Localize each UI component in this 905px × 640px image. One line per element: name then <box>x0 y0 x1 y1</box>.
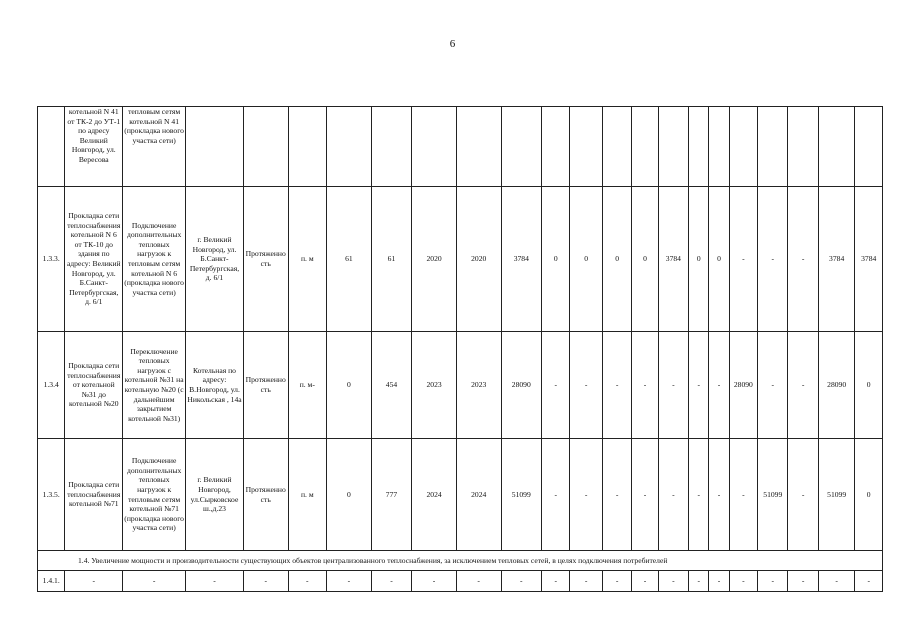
cell-value: 0 <box>709 187 729 332</box>
cell-location: Котельная по адресу: В.Новгород, ул. Никольская , 14а <box>186 332 244 439</box>
cell-value: - <box>689 332 709 439</box>
cell-value: - <box>570 332 602 439</box>
cell-dash: - <box>818 571 855 592</box>
cell-name: Прокладка сети теплоснабжения котельной N 6 от ТК-10 до здания по адресу: Великий Новгород, ул. Б.Санкт-Петербургская, д. 6/1 <box>65 187 123 332</box>
table-row <box>38 332 883 439</box>
cell-v1: 61 <box>327 187 372 332</box>
cell-dash: - <box>456 571 501 592</box>
section-row <box>38 551 883 571</box>
cell-value: 51099 <box>758 439 788 551</box>
cell-dash: - <box>758 571 788 592</box>
cell-v2: 61 <box>371 187 412 332</box>
cell-year-end: 2024 <box>456 439 501 551</box>
cell-total: 3784 <box>501 187 542 332</box>
cell-sum: 51099 <box>818 439 855 551</box>
cell-dash: - <box>123 571 186 592</box>
cell-v2: 454 <box>371 332 412 439</box>
cell-dash: - <box>65 571 123 592</box>
cell-purpose: Подключение дополнительных тепловых нагрузок к тепловым сетям котельной N 6 (прокладка нового участка сети) <box>123 187 186 332</box>
cell-year-end: 2020 <box>456 187 501 332</box>
cell-dash: - <box>855 571 883 592</box>
cell-value: - <box>758 332 788 439</box>
cell-dash: - <box>632 571 658 592</box>
cell-sum: 28090 <box>818 332 855 439</box>
row-number: 1.3.5. <box>38 439 65 551</box>
cell-location: г. Великий Новгород, ул.Сырковское ш.,д.23 <box>186 439 244 551</box>
cell-dash: - <box>658 571 688 592</box>
cell-dash: - <box>501 571 542 592</box>
cell-dash: - <box>327 571 372 592</box>
table-row <box>38 439 883 551</box>
investment-table <box>37 106 883 592</box>
cell-value: - <box>542 332 570 439</box>
cell-param: Протяженность <box>243 439 288 551</box>
cell-dash: - <box>570 571 602 592</box>
cell-sum: 3784 <box>818 187 855 332</box>
cell-unit: п. м <box>288 187 327 332</box>
cell-value: - <box>709 332 729 439</box>
cell-param: Протяженность <box>243 187 288 332</box>
cell-purpose: Подключение дополнительных тепловых нагрузок к тепловым сетям котельной №71 (прокладка нового участка сети) <box>123 439 186 551</box>
cell-value: 0 <box>689 187 709 332</box>
cell-value: 0 <box>602 187 631 332</box>
cell-purpose: Переключение тепловых нагрузок с котельной №31 на котельную №20 (с дальнейшим закрытием котельной №31) <box>123 332 186 439</box>
cell-value: - <box>570 439 602 551</box>
cell-total: 28090 <box>501 332 542 439</box>
row-number: 1.3.4 <box>38 332 65 439</box>
row-number: 1.4.1. <box>38 571 65 592</box>
cell-param: Протяженность <box>243 332 288 439</box>
cell-v1: 0 <box>327 332 372 439</box>
cell-total: 51099 <box>501 439 542 551</box>
table-row-final <box>38 571 883 592</box>
cell-value: - <box>689 439 709 551</box>
cell-value: 28090 <box>729 332 757 439</box>
cell-name: Прокладка сети теплоснабжения котельной №71 <box>65 439 123 551</box>
cell-dash: - <box>542 571 570 592</box>
cell-name: котельной N 41 от ТК-2 до УТ-1 по адресу Великий Новгород, ул. Вересова <box>65 107 123 187</box>
cell-value: - <box>658 439 688 551</box>
cell-value: - <box>658 332 688 439</box>
cell-last: 0 <box>855 332 883 439</box>
cell-value: - <box>788 332 818 439</box>
cell-value: - <box>632 332 658 439</box>
cell-year-start: 2024 <box>412 439 457 551</box>
cell-dash: - <box>729 571 757 592</box>
cell-value: - <box>632 439 658 551</box>
cell-value: - <box>602 439 631 551</box>
cell-value: - <box>542 439 570 551</box>
cell-dash: - <box>186 571 244 592</box>
cell-year-start: 2020 <box>412 187 457 332</box>
cell-year-end: 2023 <box>456 332 501 439</box>
cell-purpose: тепловым сетям котельной N 41 (прокладка нового участка сети) <box>123 107 186 187</box>
cell-value: 3784 <box>658 187 688 332</box>
cell-value: - <box>788 439 818 551</box>
cell-unit: п. м- <box>288 332 327 439</box>
cell-value: 0 <box>632 187 658 332</box>
section-title: 1.4. Увеличение мощности и производительности существующих объектов централизованного теплоснабжения, за исключением тепловых сетей, в целях подключения потребителей <box>38 551 883 571</box>
cell-dash: - <box>243 571 288 592</box>
cell-v1: 0 <box>327 439 372 551</box>
cell-location: г. Великий Новгород, ул. Б.Санкт-Петербургская, д. 6/1 <box>186 187 244 332</box>
table-row-continuation <box>38 107 883 187</box>
cell-dash: - <box>709 571 729 592</box>
cell-value: 0 <box>542 187 570 332</box>
cell-unit: п. м <box>288 439 327 551</box>
cell-dash: - <box>602 571 631 592</box>
cell-last: 0 <box>855 439 883 551</box>
cell-name: Прокладка сети теплоснабжения от котельной №31 до котельной №20 <box>65 332 123 439</box>
cell-dash: - <box>288 571 327 592</box>
page-number: 6 <box>449 38 456 50</box>
cell-dash: - <box>689 571 709 592</box>
cell-value: - <box>709 439 729 551</box>
cell-value: - <box>729 187 757 332</box>
cell-value: 0 <box>570 187 602 332</box>
row-number: 1.3.3. <box>38 187 65 332</box>
cell-value: - <box>758 187 788 332</box>
cell-year-start: 2023 <box>412 332 457 439</box>
cell-dash: - <box>788 571 818 592</box>
cell-dash: - <box>371 571 412 592</box>
cell-value: - <box>602 332 631 439</box>
cell-dash: - <box>412 571 457 592</box>
cell-last: 3784 <box>855 187 883 332</box>
cell-value: - <box>788 187 818 332</box>
table-row <box>38 187 883 332</box>
cell-v2: 777 <box>371 439 412 551</box>
cell-value: - <box>729 439 757 551</box>
